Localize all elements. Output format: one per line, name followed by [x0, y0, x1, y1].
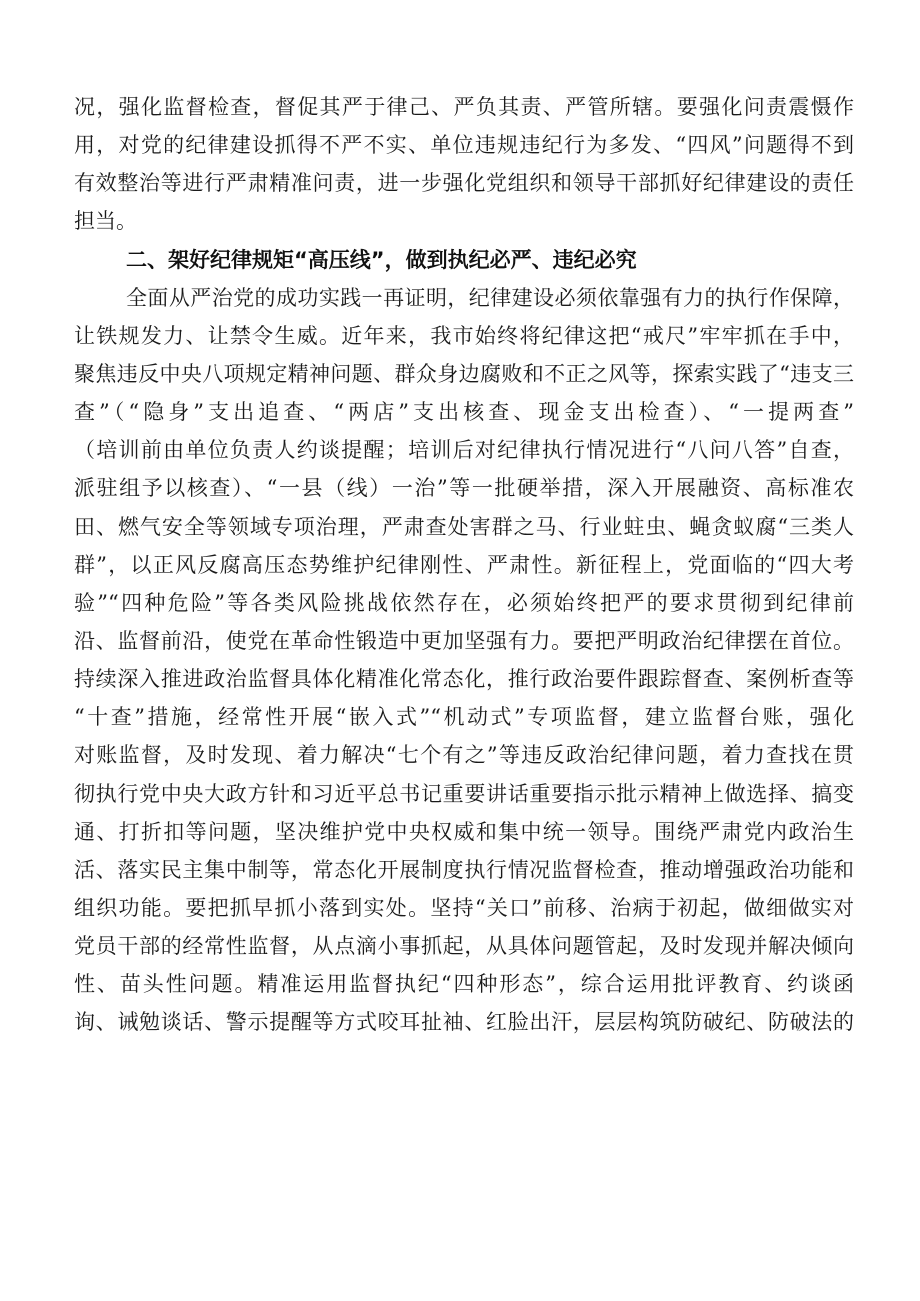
paragraph-line: 让铁规发力、让禁令生威。近年来，我市始终将纪律这把“戒尺”牢牢抓在手中， [74, 323, 854, 348]
paragraph-line: 群”，以正风反腐高压态势维护纪律刚性、严肃性。新征程上，党面临的“四大考 [74, 552, 854, 577]
paragraph-line: 对账监督，及时发现、着力解决“七个有之”等违反政治纪律问题，着力查找在贯 [74, 743, 854, 768]
paragraph-line: （培训前由单位负责人约谈提醒；培训后对纪律执行情况进行“八问八答”自查， [74, 438, 854, 463]
paragraph-line: 通、打折扣等问题，坚决维护党中央权威和集中统一领导。围绕严肃党内政治生 [74, 819, 854, 844]
paragraph-line: 验”“四种危险”等各类风险挑战依然存在，必须始终把严的要求贯彻到纪律前 [74, 590, 854, 615]
document-body [74, 88, 854, 1042]
paragraph-line: 派驻组予以核查）、“一县（线）一治”等一批硬举措，深入开展融资、高标准农 [74, 476, 854, 501]
paragraph-line: 全面从严治党的成功实践一再证明，纪律建设必须依靠强有力的执行作保障， [126, 285, 854, 310]
paragraph-line: 党员干部的经常性监督，从点滴小事抓起，从具体问题管起，及时发现并解决倾向 [74, 934, 854, 959]
paragraph-line: 活、落实民主集中制等，常态化开展制度执行情况监督检查，推动增强政治功能和 [74, 857, 854, 882]
paragraph-line: 况，强化监督检查，督促其严于律己、严负其责、严管所辖。要强化问责震慑作 [74, 95, 854, 119]
paragraph-line: 组织功能。要把抓早抓小落到实处。坚持“关口”前移、治病于初起，做细做实对 [74, 895, 854, 920]
paragraph-line: 性、苗头性问题。精准运用监督执纪“四种形态”，综合运用批评教育、约谈函 [74, 972, 854, 997]
paragraph-line: 查”（“隐身”支出追查、“两店”支出核查、现金支出检查）、“一提两查” [74, 400, 854, 425]
paragraph-line: 有效整治等进行严肃精准问责，进一步强化党组织和领导干部抓好纪律建设的责任 [74, 171, 854, 196]
paragraph-line: 持续深入推进政治监督具体化精准化常态化，推行政治要件跟踪督查、案例析查等 [74, 667, 854, 692]
paragraph-line: 用，对党的纪律建设抓得不严不实、单位违规违纪行为多发、“四风”问题得不到 [74, 133, 854, 158]
section-heading: 二、架好纪律规矩“高压线”，做到执纪必严、违纪必究 [126, 247, 637, 272]
paragraph-line: 田、燃气安全等领域专项治理，严肃查处害群之马、行业蛀虫、蝇贪蚁腐“三类人 [74, 514, 854, 539]
paragraph-line: 聚焦违反中央八项规定精神问题、群众身边腐败和不正之风等，探索实践了“违支三 [74, 361, 854, 386]
paragraph-line: 彻执行党中央大政方针和习近平总书记重要讲话重要指示批示精神上做选择、搞变 [74, 781, 854, 806]
paragraph-line: 沿、监督前沿，使党在革命性锻造中更加坚强有力。要把严明政治纪律摆在首位。 [74, 628, 854, 653]
paragraph-line: 担当。 [74, 209, 137, 234]
paragraph-line: “十查”措施，经常性开展“嵌入式”“机动式”专项监督，建立监督台账，强化 [74, 705, 854, 730]
paragraph-line: 询、诫勉谈话、警示提醒等方式咬耳扯袖、红脸出汗，层层构筑防破纪、防破法的 [74, 1010, 854, 1035]
